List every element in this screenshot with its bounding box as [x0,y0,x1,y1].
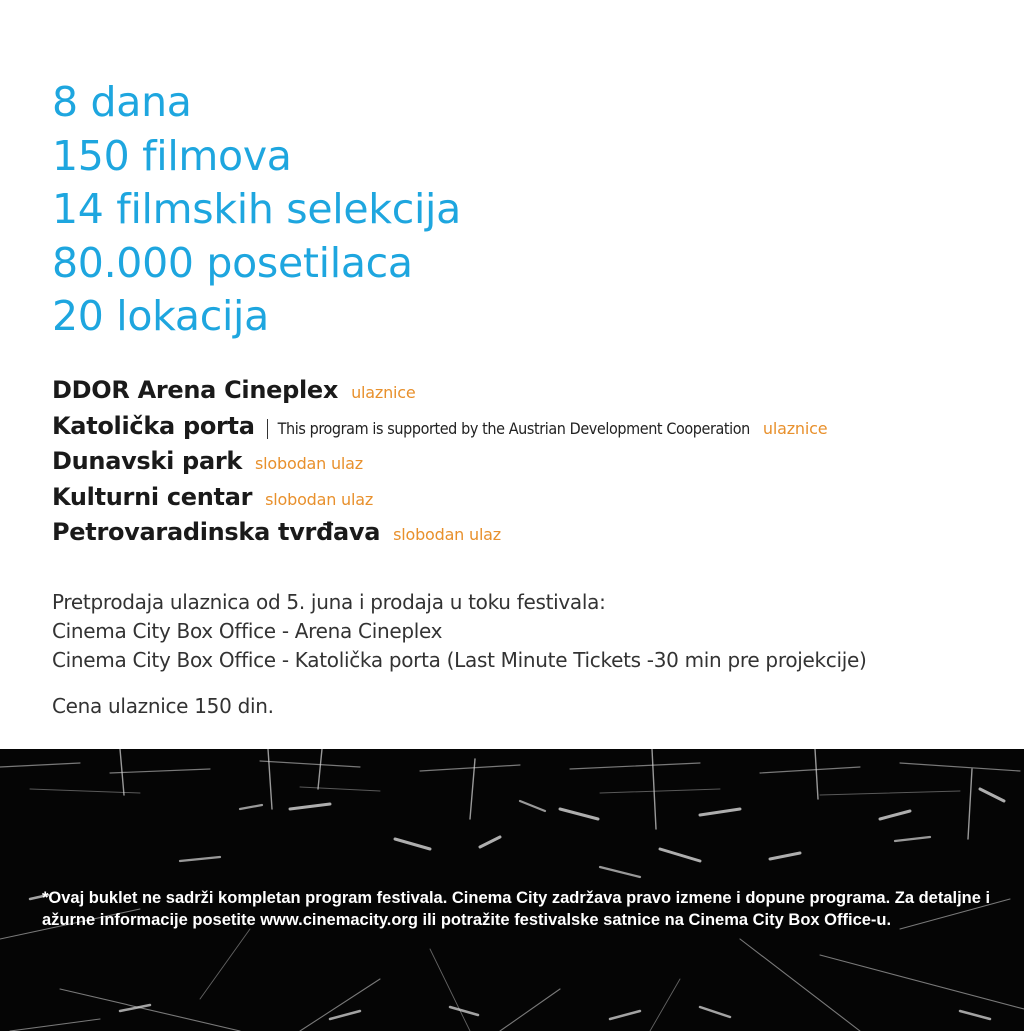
box-office-porta: Cinema City Box Office - Katolička porta (Last Minute Tickets -30 min pre projekcije) [52,648,867,672]
ticket-price: Cena ulaznice 150 din. [52,694,274,718]
stat-films: 150 filmova [52,131,292,180]
venue-sponsor-note: This program is supported by the Austrian Development Cooperation [277,418,750,438]
venue-name: Petrovaradinska tvrđava [52,518,381,546]
venue-tag: ulaznice [762,418,828,438]
stat-locations: 20 lokacija [52,292,269,340]
box-office-arena: Cinema City Box Office - Arena Cineplex [52,619,443,643]
venue-item [52,518,827,554]
venue-name: Katolička porta [52,411,255,440]
venue-name: Kulturni centar [52,482,253,511]
separator-bar [267,419,268,439]
venue-tag: ulaznice [351,383,416,402]
festival-stats [52,76,461,344]
venue-item [52,412,827,448]
presale-line: Pretprodaja ulaznica od 5. juna i prodaja u toku festivala: [52,590,606,614]
venue-name: Dunavski park [52,447,243,475]
ticket-sales-info [52,588,867,675]
venue-tag: slobodan ulaz [265,489,374,509]
venue-tag: slobodan ulaz [393,525,501,544]
venue-name: DDOR Arena Cineplex [52,376,339,404]
scratched-film-band [0,749,1024,1031]
stat-selections: 14 filmskih selekcija [52,185,461,233]
venue-item [52,483,827,519]
venue-list [52,376,827,554]
stat-visitors: 80.000 posetilaca [52,238,413,287]
venue-tag: slobodan ulaz [255,454,363,473]
stat-days: 8 dana [52,78,192,126]
venue-item [52,447,827,483]
venue-item [52,376,827,412]
disclaimer-text: *Ovaj buklet ne sadrži kompletan program festivala. Cinema City zadržava pravo izmene i dopune programa. Za detaljne i ažurne informacije posetite www.cinemacity.org ili potražite festivalske satnice na Cinema City Box Office-u. [42,889,991,929]
